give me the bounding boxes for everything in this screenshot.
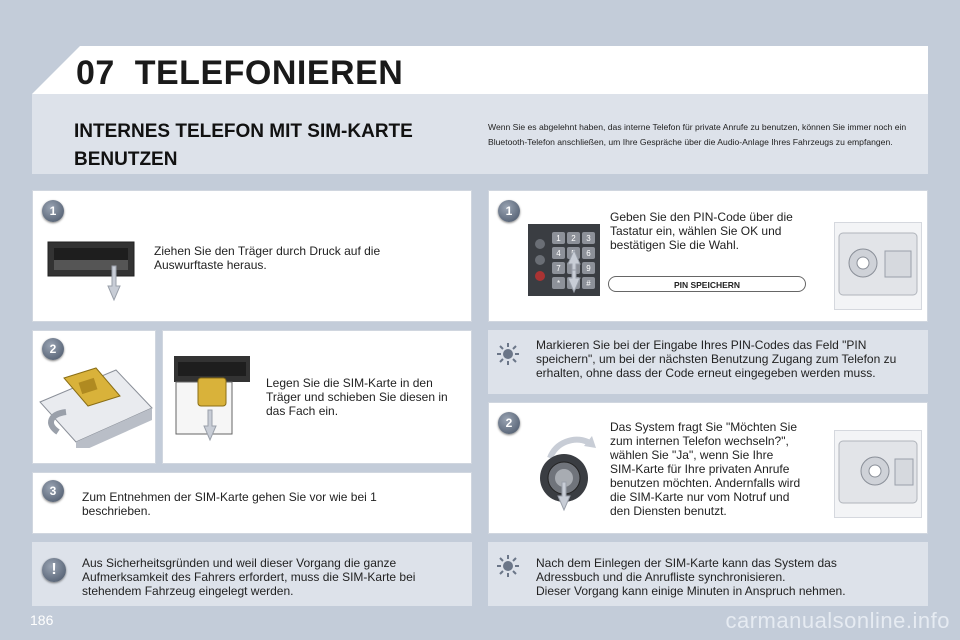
section-title: INTERNES TELEFON MIT SIM-KARTE BENUTZEN: [74, 121, 413, 170]
step-3-text: Zum Entnehmen der SIM-Karte gehen Sie vor wie bei 1 beschrieben.: [82, 490, 377, 518]
page-number: 186: [30, 612, 54, 628]
keypad-key-label: 4: [556, 249, 561, 258]
step-badge: 2: [42, 338, 64, 360]
tip-1-text: Markieren Sie bei der Eingabe Ihres PIN-Codes das Feld "PIN speichern", um bei der nächsten Benutzung Zugang zum Telefon zu erhalten, ohne dass der Code erneut eingegeben werden muss.: [536, 338, 897, 380]
keypad-key-label: #: [586, 279, 591, 288]
pin-speichern-button[interactable]: PIN SPEICHERN: [608, 276, 806, 292]
keypad-key-label: *: [556, 279, 561, 288]
step-2-text: Legen Sie die SIM-Karte in den Träger und schieben Sie diesen in das Fach ein.: [266, 376, 448, 418]
sim-tray-insert-illustration: [36, 362, 154, 448]
chapter-name: TELEFONIEREN: [134, 54, 404, 92]
tip-sun-icon: [496, 342, 520, 366]
chapter-title: [76, 54, 403, 93]
keypad-key-label: 1: [556, 234, 561, 243]
phone-keypad-illustration: [528, 224, 600, 296]
sim-drawer-eject-illustration: [44, 236, 144, 302]
watermark: carmanualsonline.info: [725, 608, 950, 633]
radio-unit-illustration: [834, 222, 922, 310]
warning-text: Aus Sicherheitsgründen und weil dieser Vorgang die ganze Aufmerksamkeit des Fahrers erfordert, muss die SIM-Karte bei stehendem Fahrzeug eingelegt werden.: [82, 556, 416, 598]
right-step-1-text: Geben Sie den PIN-Code über die Tastatur ein, wählen Sie OK und bestätigen Sie die Wahl.: [610, 210, 793, 252]
step-badge: 2: [498, 412, 520, 434]
right-step-2-text: Das System fragt Sie "Möchten Sie zum internen Telefon wechseln?", wählen Sie "Ja", wenn Sie Ihre SIM-Karte für Ihre privaten Anrufe benutzen möchten. Andernfalls wird die SIM-Karte nur vom Notruf und den Diensten benutzt.: [610, 420, 801, 518]
keypad-key-label: 7: [556, 264, 561, 273]
chapter-number: 07: [76, 54, 115, 92]
sim-drawer-illustration: [170, 352, 254, 442]
warning-icon: !: [42, 558, 66, 582]
keypad-key-label: 6: [586, 249, 591, 258]
keypad-key-label: 9: [586, 264, 591, 273]
step-badge: 1: [498, 200, 520, 222]
step-badge: 3: [42, 480, 64, 502]
step-1-text: Ziehen Sie den Träger durch Druck auf die Auswurftaste heraus.: [154, 244, 381, 272]
tip-2-text: Nach dem Einlegen der SIM-Karte kann das System das Adressbuch und die Anrufliste synchronisieren. Dieser Vorgang kann einige Minuten in Anspruch nehmen.: [536, 556, 846, 598]
rotary-knob-illustration: [530, 428, 606, 512]
step-badge: 1: [42, 200, 64, 222]
keypad-key-label: 3: [586, 234, 591, 243]
tip-sun-icon: [496, 554, 520, 578]
intro-text: Wenn Sie es abgelehnt haben, das interne Telefon für private Anrufe zu benutzen, können Sie immer noch ein Bluetooth-Telefon anschließen, um Ihre Gespräche über die Audio-Anlage Ihres Fahrzeugs zu empfangen.: [488, 122, 907, 147]
radio-unit-illustration: [834, 430, 922, 518]
keypad-key-label: 2: [571, 234, 576, 243]
